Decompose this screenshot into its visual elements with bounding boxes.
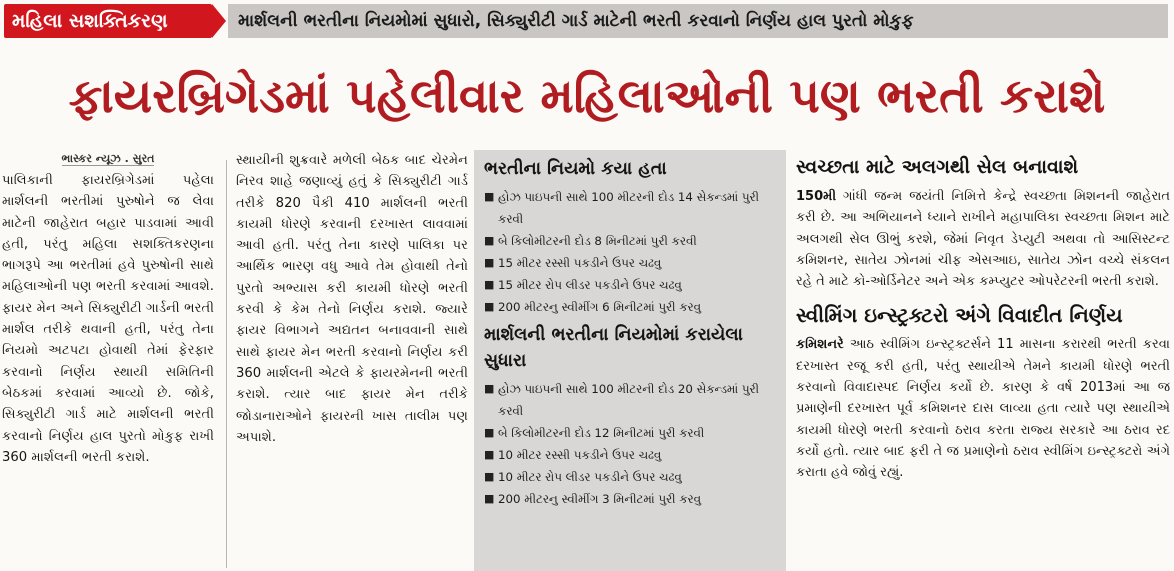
rule-text: 10 મીટર રોપ લીડર પકડીને ઉપર ચઢવુ (498, 470, 682, 484)
rule-text: બે કિલોમીટરની દોડ 8 મિનીટમાં પુરી કરવી (498, 234, 697, 248)
cleanliness-heading: સ્વચ્છતા માટે અલગથી સેલ બનાવાશે (796, 156, 1079, 178)
swimming-heading: સ્વીમિંગ ઇન્સ્ટ્રક્ટરો અંગે વિવાદીત નિર્ણય (796, 303, 1123, 328)
rule-item (484, 230, 776, 252)
byline (2, 150, 214, 168)
article-column-1 (2, 150, 214, 468)
rule-item (484, 466, 776, 488)
rule-text: 15 મીટર રસ્સી પકડીને ઉપર ચઢવુ (498, 256, 662, 270)
new-rules-list (484, 378, 776, 510)
bullet-icon: ■ (484, 278, 495, 291)
cleanliness-lead: 150મી (796, 189, 837, 204)
rule-item (484, 444, 776, 466)
rules-box-heading-new: માર્શલની ભરતીના નિયમોમાં કરાયેલા સુધારા (484, 325, 743, 371)
old-rules-list (484, 186, 776, 318)
rule-item (484, 186, 776, 230)
rule-text: બે કિલોમીટરની દોડ 12 મિનીટમાં પુરી કરવી (498, 426, 705, 440)
swimming-lead: કમિશનરે (796, 337, 844, 353)
bullet-icon: ■ (484, 300, 495, 313)
rules-box (474, 150, 786, 571)
rules-box-heading-old: ભરતીના નિયમો કયા હતા (484, 159, 667, 179)
bullet-icon: ■ (484, 448, 495, 461)
bullet-icon: ■ (484, 256, 495, 269)
rule-text: હોઝ પાઇપની સાથે 100 મીટરની દોડ 20 સેકન્ડમાં પુરી કરવી (498, 382, 760, 418)
rule-text: 200 મીટરનુ સ્વીમીંગ 6 મિનીટમાં પુરી કરવુ (498, 300, 702, 314)
article-column-2 (236, 150, 468, 448)
swimming-text: આઠ સ્વીમિંગ ઇન્સ્ટ્રક્ટર્સને 11 માસના કરારથી ભરતી કરવા દરખાસ્ત રજૂ કરી હતી, પરંતુ સ્થાયીએ તેમને કાયમી ધોરણે ભરતી કરવાનો વિવાદાસ્પદ નિર્ણય કર્યો છે. કારણ કે વર્ષ 2013માં આ જ પ્રમાણેની દરખાસ્ત પૂર્વ કમિશનર દાસ લાવ્યા હતા ત્યારે પણ સ્થાયીએ કાયમી ધોરણે ભરતી કરવાનો ઠરાવ કરતા રાજ્ય સરકારે આ ઠરાવ રદ કર્યો હતો. ત્યાર બાદ ફરી તે જ પ્રમાણેનો ઠરાવ સ્વીમિંગ ઇન્સ્ટ્રક્ટરો અંગે કરાતા હવે જોવું રહ્યું. (796, 337, 1170, 481)
article-body-1: પાલિકાની ફાયરબ્રિગેડમાં પહેલા માર્શલની ભરતીમાં પુરુષોને જ લેવા માટેની જાહેરાત બહાર પાડવામાં આવી હતી, પરંતુ મહિલા સશક્તિકરણના ભાગરૂપે આ ભરતીમાં હવે પુરુષોની સાથે મહિલાઓની પણ ભરતી કરવામાં આવશે. ફાયર મેન અને સિક્યુરીટી ગાર્ડની ભરતી માર્શલ તરીકે થવાની હતી, પરંતુ તેના નિયમો અટપટા હોવાથી તેમાં ફેરફાર કરવાનો નિર્ણય સ્થાયી સમિતિની બેઠકમાં કરવામાં આવ્યો છે. જોકે, સિક્યુરીટી ગાર્ડ માટે માર્શલની ભરતી કરવાનો નિર્ણય હાલ પુરતો મોકુફ રાખી 360 માર્શલની ભરતી કરાશે. (2, 173, 214, 465)
rule-text: 15 મીટર રોપ લીડર પકડીને ઉપર ચઢવુ (498, 278, 682, 292)
column-divider (226, 160, 227, 568)
swimming-body (796, 334, 1170, 483)
byline-text: ભાસ્કર ન્યૂઝ . સુરત (61, 152, 155, 165)
bullet-icon: ■ (484, 470, 495, 483)
rule-item (484, 274, 776, 296)
rule-item (484, 252, 776, 274)
bullet-icon: ■ (484, 382, 495, 395)
right-column (796, 150, 1170, 571)
headline: ફાયરબ્રિગેડમાં પહેલીવાર મહિલાઓની પણ ભરતી કરાશે (68, 69, 1106, 124)
article-body-2: સ્થાયીની શુક્રવારે મળેલી બેઠક બાદ ચેરમેન નિરવ શાહે જણાવ્યું હતું કે સિક્યુરીટી ગાર્ડ તરીકે 820 પૈકી 410 માર્શલની ભરતી કાયમી ધોરણે કરવાની દરખાસ્ત લાવવામાં આવી હતી. પરંતુ તેના કારણે પાલિકા પર આર્થિક ભારણ વધુ આવે તેમ હોવાથી તેનો પુરતો અભ્યાસ કરી કાયમી ધોરણે ભરતી કરવી કે કેમ તેનો નિર્ણય કરાશે. જ્યારે ફાયર વિભાગને અદ્યતન બનાવવાની સાથે સાથે ફાયર મેન ભરતી કરવાનો નિર્ણય કરી 360 માર્શલની એટલે કે ફાયરમેનની ભરતી કરાશે. ત્યાર બાદ ફાયર મેન તરીકે જોડાનારાઓને ફાયરની ખાસ તાલીમ પણ અપાશે. (236, 153, 468, 445)
bullet-icon: ■ (484, 492, 495, 505)
bullet-icon: ■ (484, 426, 495, 439)
bullet-icon: ■ (484, 190, 495, 203)
rule-item (484, 378, 776, 422)
strapline: માર્શલની ભરતીના નિયમોમાં સુધારો, સિક્યુરીટી ગાર્ડ માટેની ભરતી કરવાનો નિર્ણય હાલ પુરતો મોકુફ (228, 4, 1168, 38)
cleanliness-text: ગાંધી જન્મ જયંતી નિમિત્તે કેન્દ્રે સ્વચ્છતા મિશનની જાહેરાત કરી છે. આ અભિયાનને ધ્યાને રાખીને મહાપાલિકા સ્વચ્છતા મિશન માટે અલગથી સેલ ઊભું કરશે, જેમાં નિવૃત ડેપ્યુટી અથવા તો આસિસ્ટન્ટ કમિશનર, સાતેય ઝોનમાં ચીફ એસઆઇ, સાતેય ઝોન વચ્ચે સંકલન રહે તે માટે કો-ઓર્ડિનેટર અને એક કમ્પ્યુટર ઓપરેટરની ભરતી કરાશે. (796, 189, 1170, 290)
bullet-icon: ■ (484, 234, 495, 247)
section-tag: મહિલા સશક્તિકરણ (4, 4, 212, 38)
top-bar (0, 0, 1174, 42)
rule-text: 200 મીટરનુ સ્વીમીંગ 3 મિનીટમાં પુરી કરવુ (498, 492, 702, 506)
cleanliness-body (796, 186, 1170, 292)
rule-item (484, 422, 776, 444)
rule-text: હોઝ પાઇપની સાથે 100 મીટરની દોડ 14 સેકન્ડમાં પુરી કરવી (498, 190, 760, 226)
rule-item (484, 488, 776, 510)
rule-item (484, 296, 776, 318)
rule-text: 10 મીટર રસ્સી પકડીને ઉપર ચઢવુ (498, 448, 662, 462)
